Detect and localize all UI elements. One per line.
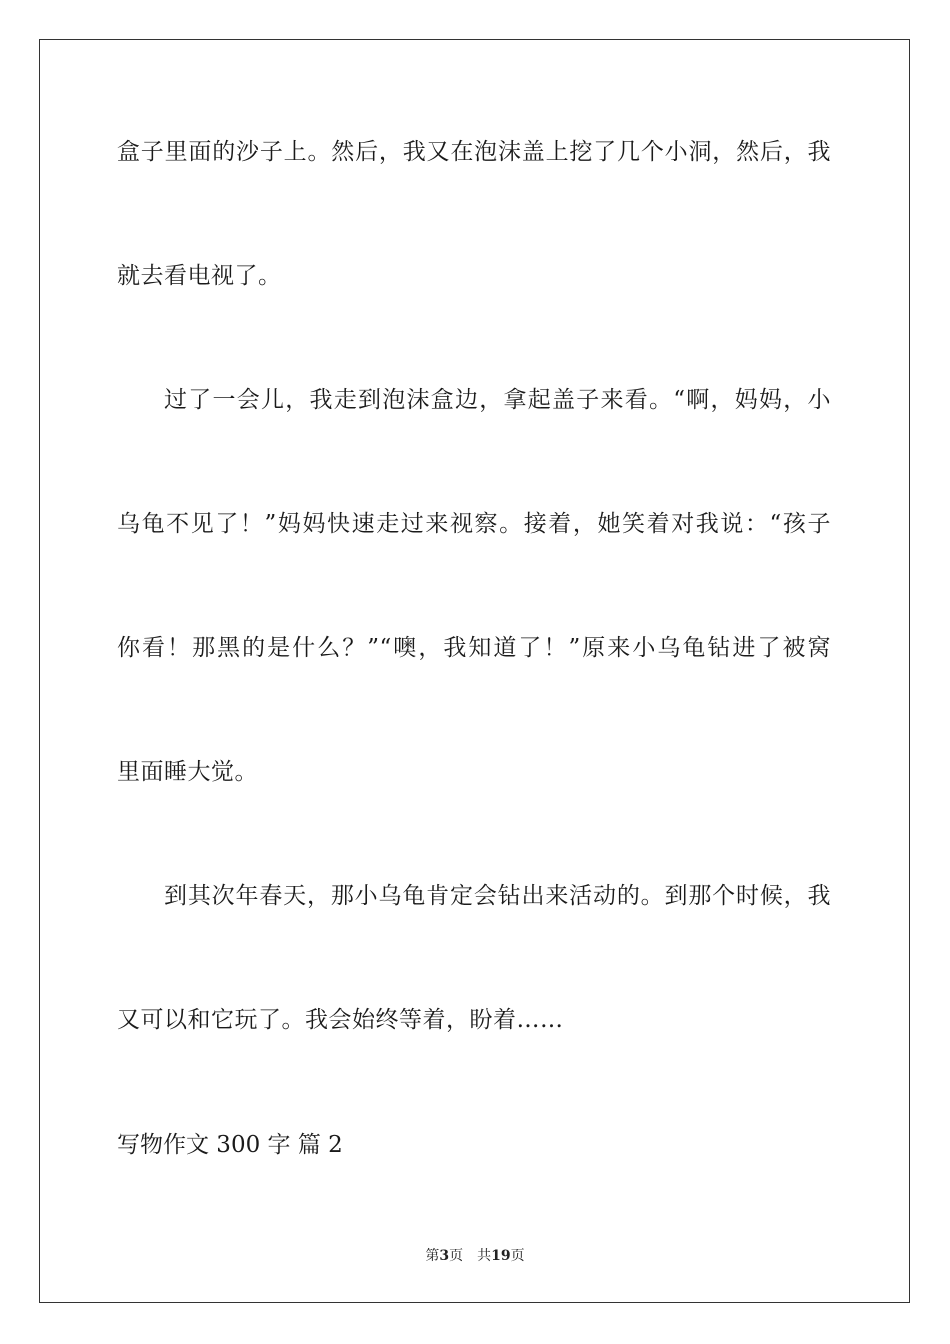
total-pages: 19 — [491, 1248, 511, 1264]
page-current: 3 — [439, 1248, 450, 1264]
total-prefix: 共 — [477, 1248, 492, 1264]
body-line-2: 就去看电视了。 — [117, 263, 282, 289]
page-frame — [39, 39, 910, 1303]
total-suffix: 页 — [510, 1248, 525, 1264]
page-footer — [0, 1247, 950, 1265]
body-line-4: 乌龟不见了！”妈妈快速走过来视察。接着，她笑着对我说：“孩子 — [117, 511, 831, 537]
body-line-1: 盒子里面的沙子上。然后，我又在泡沫盖上挖了几个小洞，然后，我 — [117, 139, 831, 165]
body-line-6: 里面睡大觉。 — [117, 759, 258, 785]
section-heading: 写物作文 300 字 篇 2 — [117, 1132, 343, 1158]
page-prefix: 第 — [425, 1248, 440, 1264]
page-suffix: 页 — [449, 1248, 464, 1264]
body-line-8: 又可以和它玩了。我会始终等着，盼着…… — [117, 1007, 564, 1033]
body-line-7: 到其次年春天，那小乌龟肯定会钻出来活动的。到那个时候，我 — [164, 883, 831, 909]
body-line-3: 过了一会儿，我走到泡沫盒边，拿起盖子来看。“啊，妈妈，小 — [164, 387, 831, 413]
body-line-5: 你看！那黑的是什么？”“噢，我知道了！”原来小乌龟钻进了被窝 — [117, 635, 831, 661]
